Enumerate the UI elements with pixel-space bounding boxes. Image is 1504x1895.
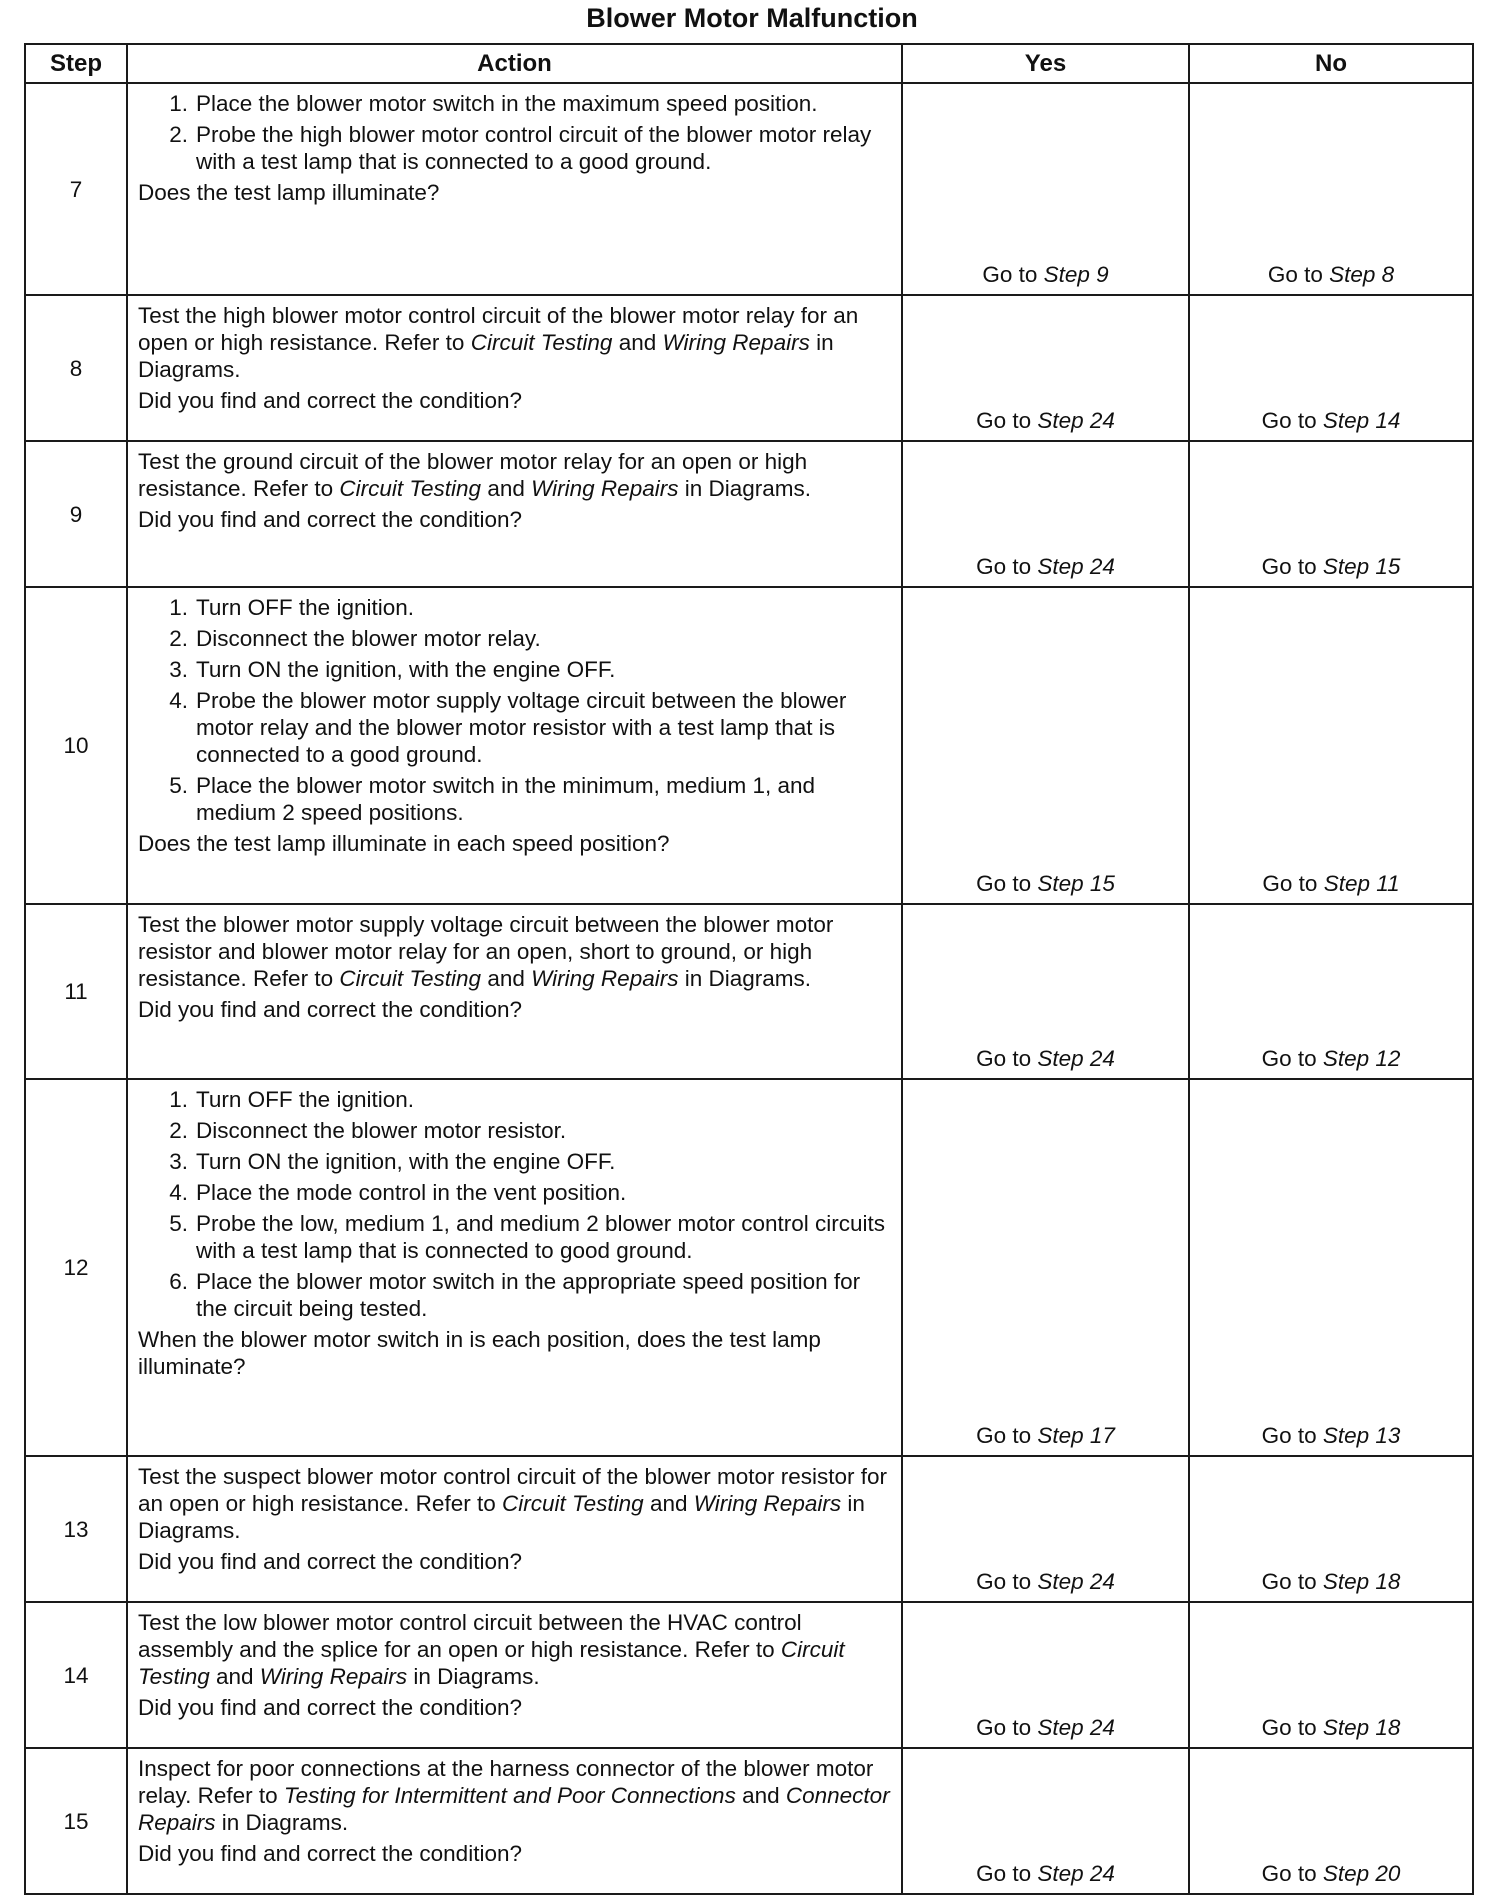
action-text-part: and (612, 330, 663, 355)
action-text-part: Test the suspect blower motor control circuit of the blower motor resistor for an open or high resistance. Refer to (138, 1464, 888, 1516)
sub-step-text: Disconnect the blower motor resistor. (196, 1118, 567, 1143)
header-action: Action (127, 44, 902, 83)
sub-step-text: Probe the high blower motor control circuit of the blower motor relay with a test lamp that is connected to a good ground. (196, 122, 872, 174)
table-row (25, 1602, 1473, 1748)
step-number: 9 (25, 441, 127, 587)
action-text-part: and (643, 1491, 694, 1516)
sub-step-text: Turn OFF the ignition. (196, 1087, 415, 1112)
go-to-label: Go to (976, 1046, 1032, 1071)
no-cell (1189, 1456, 1473, 1602)
sub-step (138, 90, 893, 117)
sub-step-text: Probe the blower motor supply voltage circuit between the blower motor relay and the blower motor resistor with a test lamp that is connected to a good ground. (196, 688, 847, 767)
step-number: 13 (25, 1456, 127, 1602)
action-question: Did you find and correct the condition? (138, 507, 522, 532)
sub-step (138, 1179, 893, 1206)
reference-title: Circuit Testing (470, 330, 613, 355)
reference-title: Wiring Repairs (531, 966, 679, 991)
no-cell (1189, 295, 1473, 441)
action-text-part: Test the ground circuit of the blower motor relay for an open or high resistance. Refer to (138, 449, 808, 501)
go-to-label: Go to (976, 1715, 1032, 1740)
sub-step-number: 6. (169, 1269, 188, 1294)
sub-step-number: 1. (169, 91, 188, 116)
no-step-ref: Step 14 (1322, 408, 1401, 433)
diagnostic-table (24, 43, 1474, 1895)
yes-cell (902, 1748, 1189, 1894)
action-text-part: and (481, 476, 532, 501)
sub-step-number: 2. (169, 122, 188, 147)
action-text-part: in Diagrams. (215, 1810, 349, 1835)
header-yes: Yes (902, 44, 1189, 83)
sub-step (138, 1117, 893, 1144)
go-to-label: Go to (976, 871, 1032, 896)
action-question: When the blower motor switch in is each position, does the test lamp illuminate? (138, 1327, 821, 1379)
sub-step-text: Turn OFF the ignition. (196, 595, 415, 620)
header-no: No (1189, 44, 1473, 83)
sub-step-text: Disconnect the blower motor relay. (196, 626, 541, 651)
action-text-part: in Diagrams. (678, 966, 812, 991)
action-text-part: and (209, 1664, 260, 1689)
table-row (25, 83, 1473, 295)
yes-step-ref: Step 24 (1037, 408, 1115, 433)
no-step-ref: Step 12 (1322, 1046, 1401, 1071)
header-step: Step (25, 44, 127, 83)
action-text (138, 911, 893, 992)
action-cell (127, 1748, 902, 1894)
sub-step-number: 1. (169, 595, 188, 620)
action-cell (127, 441, 902, 587)
go-to-label: Go to (1261, 1423, 1317, 1448)
step-number: 10 (25, 587, 127, 904)
go-to-label: Go to (1267, 262, 1323, 287)
yes-cell (902, 587, 1189, 904)
table-row (25, 295, 1473, 441)
reference-title: Wiring Repairs (662, 330, 810, 355)
reference-title: Wiring Repairs (531, 476, 679, 501)
sub-step-text: Place the blower motor switch in the appropriate speed position for the circuit being tested. (196, 1269, 861, 1321)
action-question: Did you find and correct the condition? (138, 997, 522, 1022)
yes-cell (902, 1456, 1189, 1602)
sub-step-list (138, 1086, 893, 1322)
reference-title: Circuit Testing (501, 1491, 644, 1516)
action-cell (127, 295, 902, 441)
action-text-part: in Diagrams. (138, 1491, 865, 1543)
go-to-label: Go to (1261, 1715, 1317, 1740)
reference-title: Connector Repairs (138, 1783, 890, 1835)
action-cell (127, 1602, 902, 1748)
action-text (138, 1755, 893, 1836)
action-cell (127, 1456, 902, 1602)
sub-step-number: 3. (169, 657, 188, 682)
step-number: 11 (25, 904, 127, 1079)
yes-step-ref: Step 24 (1037, 1861, 1115, 1886)
reference-title: Circuit Testing (339, 966, 482, 991)
action-text-part: in Diagrams. (138, 330, 834, 382)
table-row (25, 1079, 1473, 1456)
yes-cell (902, 441, 1189, 587)
action-text (138, 1463, 893, 1544)
table-row (25, 1748, 1473, 1894)
table-row (25, 587, 1473, 904)
go-to-label: Go to (976, 1569, 1032, 1594)
no-step-ref: Step 18 (1322, 1715, 1401, 1740)
action-text-part: Test the blower motor supply voltage circuit between the blower motor resistor and blower motor relay for an open, short to ground, or high resistance. Refer to (138, 912, 834, 991)
sub-step-text: Probe the low, medium 1, and medium 2 blower motor control circuits with a test lamp that is connected to good ground. (196, 1211, 886, 1263)
action-text-part: Test the low blower motor control circuit between the HVAC control assembly and the splice for an open or high resistance. Refer to (138, 1610, 802, 1662)
action-text-part: and (735, 1783, 786, 1808)
yes-step-ref: Step 9 (1043, 262, 1109, 287)
yes-step-ref: Step 17 (1037, 1423, 1115, 1448)
yes-step-ref: Step 24 (1037, 554, 1115, 579)
sub-step-text: Turn ON the ignition, with the engine OFF. (196, 1149, 616, 1174)
table-row (25, 904, 1473, 1079)
action-cell (127, 904, 902, 1079)
action-text (138, 448, 893, 502)
sub-step-list (138, 594, 893, 826)
sub-step (138, 1148, 893, 1175)
reference-title: Wiring Repairs (259, 1664, 408, 1689)
reference-title: Wiring Repairs (693, 1491, 842, 1516)
no-cell (1189, 587, 1473, 904)
no-cell (1189, 441, 1473, 587)
step-number: 7 (25, 83, 127, 295)
sub-step (138, 687, 893, 768)
sub-step-number: 4. (169, 1180, 188, 1205)
sub-step-number: 4. (169, 688, 188, 713)
action-question: Did you find and correct the condition? (138, 388, 522, 413)
action-text-part: and (481, 966, 532, 991)
sub-step (138, 121, 893, 175)
go-to-label: Go to (1261, 1569, 1317, 1594)
action-question: Did you find and correct the condition? (138, 1695, 522, 1720)
go-to-label: Go to (976, 1861, 1032, 1886)
go-to-label: Go to (1262, 871, 1318, 896)
go-to-label: Go to (982, 262, 1038, 287)
no-step-ref: Step 13 (1322, 1423, 1401, 1448)
reference-title: Circuit Testing (339, 476, 482, 501)
action-text-part: in Diagrams. (407, 1664, 540, 1689)
go-to-label: Go to (1261, 554, 1317, 579)
no-step-ref: Step 15 (1322, 554, 1401, 579)
sub-step (138, 772, 893, 826)
action-text-part: Inspect for poor connections at the harness connector of the blower motor relay. Refer to (138, 1756, 874, 1808)
sub-step-text: Place the blower motor switch in the minimum, medium 1, and medium 2 speed positions. (196, 773, 816, 825)
sub-step-number: 5. (169, 1211, 188, 1236)
sub-step-text: Turn ON the ignition, with the engine OFF. (196, 657, 616, 682)
sub-step (138, 1210, 893, 1264)
reference-title: Testing for Intermittent and Poor Connections (283, 1783, 736, 1808)
sub-step (138, 1268, 893, 1322)
sub-step-number: 5. (169, 773, 188, 798)
step-number: 15 (25, 1748, 127, 1894)
no-step-ref: Step 18 (1322, 1569, 1401, 1594)
table-row (25, 1456, 1473, 1602)
header-row (25, 44, 1473, 83)
action-text (138, 302, 893, 383)
go-to-label: Go to (1261, 1861, 1317, 1886)
go-to-label: Go to (976, 1423, 1032, 1448)
action-cell (127, 587, 902, 904)
sub-step-text: Place the mode control in the vent position. (196, 1180, 627, 1205)
no-step-ref: Step 8 (1329, 262, 1395, 287)
go-to-label: Go to (1261, 1046, 1317, 1071)
yes-step-ref: Step 24 (1037, 1569, 1115, 1594)
no-cell (1189, 1079, 1473, 1456)
no-cell (1189, 1602, 1473, 1748)
yes-cell (902, 83, 1189, 295)
sub-step-number: 3. (169, 1149, 188, 1174)
no-step-ref: Step 11 (1323, 871, 1400, 896)
action-cell (127, 1079, 902, 1456)
sub-step (138, 656, 893, 683)
sub-step (138, 625, 893, 652)
reference-title: Circuit Testing (138, 1637, 845, 1689)
yes-step-ref: Step 15 (1037, 871, 1115, 896)
go-to-label: Go to (1261, 408, 1317, 433)
no-step-ref: Step 20 (1322, 1861, 1401, 1886)
no-cell (1189, 1748, 1473, 1894)
action-cell (127, 83, 902, 295)
no-cell (1189, 904, 1473, 1079)
action-question: Does the test lamp illuminate? (138, 180, 440, 205)
action-question: Did you find and correct the condition? (138, 1841, 522, 1866)
action-question: Did you find and correct the condition? (138, 1549, 522, 1574)
action-question: Does the test lamp illuminate in each speed position? (138, 831, 670, 856)
sub-step-number: 1. (169, 1087, 188, 1112)
sub-step (138, 1086, 893, 1113)
step-number: 8 (25, 295, 127, 441)
sub-step-list (138, 90, 893, 175)
yes-cell (902, 904, 1189, 1079)
yes-cell (902, 295, 1189, 441)
action-text (138, 1609, 893, 1690)
action-text-part: in Diagrams. (678, 476, 812, 501)
sub-step-number: 2. (169, 1118, 188, 1143)
yes-cell (902, 1079, 1189, 1456)
table-row (25, 441, 1473, 587)
no-cell (1189, 83, 1473, 295)
yes-step-ref: Step 24 (1037, 1715, 1115, 1740)
yes-cell (902, 1602, 1189, 1748)
yes-step-ref: Step 24 (1037, 1046, 1115, 1071)
sub-step (138, 594, 893, 621)
page-title: Blower Motor Malfunction (586, 3, 918, 33)
step-number: 14 (25, 1602, 127, 1748)
sub-step-number: 2. (169, 626, 188, 651)
go-to-label: Go to (976, 554, 1032, 579)
sub-step-text: Place the blower motor switch in the maximum speed position. (196, 91, 818, 116)
go-to-label: Go to (976, 408, 1032, 433)
step-number: 12 (25, 1079, 127, 1456)
action-text-part: Test the high blower motor control circuit of the blower motor relay for an open or high resistance. Refer to (138, 303, 859, 355)
